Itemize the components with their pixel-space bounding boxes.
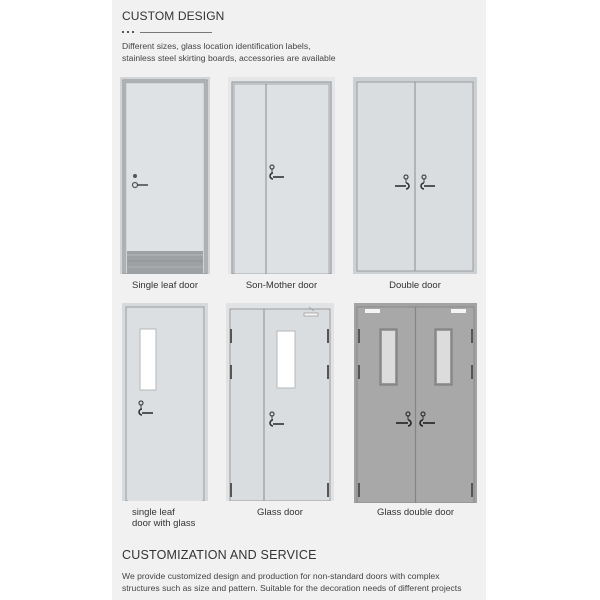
description-line: structures such as size and pattern. Suitable for the decoration needs of different projects [122,583,462,593]
product-label [132,507,195,529]
section-title-custom-design: CUSTOM DESIGN [122,9,225,23]
glass-door-image [226,303,334,501]
description-line: Different sizes, glass location identification labels, [122,41,311,51]
product-label: Glass door [257,507,303,518]
product-label: Double door [389,280,441,291]
product-label: Son-Mother door [245,280,318,291]
decoration-line [140,32,212,33]
section-title-customization-service: CUSTOMIZATION AND SERVICE [122,548,317,562]
product-label: Single leaf door [131,280,199,291]
double-door-image [353,77,477,274]
product-label-line: door with glass [132,518,196,529]
description-line: We provide customized design and production for non-standard doors with complex [122,571,440,581]
single-leaf-door-image [120,77,210,274]
custom-design-description [122,40,336,64]
custom-design-panel [112,0,486,600]
description-line: stainless steel skirting boards, accessories are available [122,53,336,63]
single-leaf-glass-door-image [122,303,208,501]
product-label-line: single leaf [132,507,175,518]
son-mother-door-image [228,77,335,274]
decoration-dots [122,31,136,33]
glass-double-door-image [354,303,477,503]
title-underline-decoration [122,31,222,34]
product-label: Glass double door [376,507,455,518]
customization-service-description [122,570,492,594]
